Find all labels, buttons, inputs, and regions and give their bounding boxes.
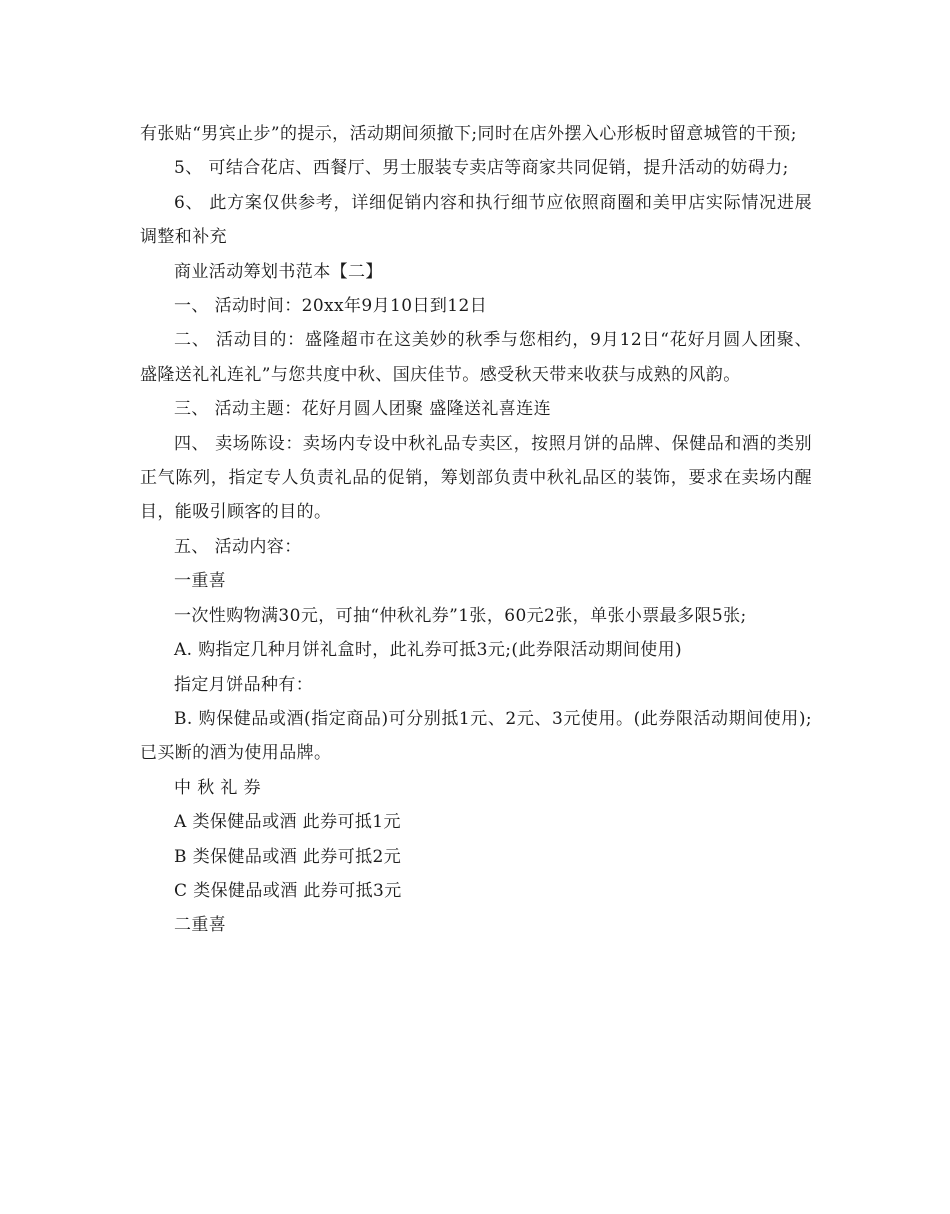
paragraph-voucher-b: B 类保健品或酒 此券可抵2元 [174, 846, 402, 867]
paragraph-activity-purpose: 二、 活动目的：盛隆超市在这美妙的秋季与您相约，9月12日“花好月圆人团聚、盛隆送礼礼连礼”与您共度中秋、国庆佳节。感受秋天带来收获与成熟的风韵。 [140, 330, 812, 385]
paragraph-first-joy: 一重喜 [174, 571, 227, 592]
paragraph-item-b: B. 购保健品或酒(指定商品)可分别抵1元、2元、3元使用。(此券限活动期间使用); 已买断的酒为使用品牌。 [140, 708, 812, 764]
paragraph-activity-theme: 三、 活动主题：花好月圆人团聚 盛隆送礼喜连连 [174, 399, 552, 420]
paragraph-activity-content: 五、 活动内容： [174, 536, 302, 557]
paragraph-item-a: A. 购指定几种月饼礼盒时，此礼券可抵3元;(此券限活动期间使用) [174, 640, 683, 661]
paragraph-voucher-c: C 类保健品或酒 此券可抵3元 [174, 880, 402, 901]
document-body [140, 117, 812, 943]
paragraph-2: 5、 可结合花店、西餐厅、男士服装专卖店等商家共同促销，提升活动的妨碍力; [174, 158, 789, 179]
paragraph-mooncake-list: 指定月饼品种有： [174, 674, 314, 695]
paragraph-voucher-a: A 类保健品或酒 此券可抵1元 [174, 812, 401, 833]
paragraph-activity-time: 一、 活动时间：20xx年9月10日到12日 [174, 296, 488, 317]
paragraph-3: 6、 此方案仅供参考，详细促销内容和执行细节应依照商圈和美甲店实际情况进展调整和补充 [140, 192, 812, 248]
paragraph-store-display: 四、 卖场陈设：卖场内专设中秋礼品专卖区，按照月饼的品牌、保健品和酒的类别正气陈列，指定专人负责礼品的促销，筹划部负责中秋礼品区的装饰，要求在卖场内醒目，能吸引顾客的目的。 [140, 433, 812, 523]
paragraph-voucher-title: 中 秋 礼 券 [174, 777, 262, 798]
paragraph-1: 有张贴“男宾止步”的提示，活动期间须撤下;同时在店外摆入心形板时留意城管的干预; [140, 124, 797, 144]
section-title: 商业活动筹划书范本【二】 [174, 261, 383, 282]
paragraph-purchase-rule: 一次性购物满30元，可抽“仲秋礼券”1张，60元2张，单张小票最多限5张; [174, 605, 747, 626]
paragraph-second-joy: 二重喜 [174, 915, 227, 936]
